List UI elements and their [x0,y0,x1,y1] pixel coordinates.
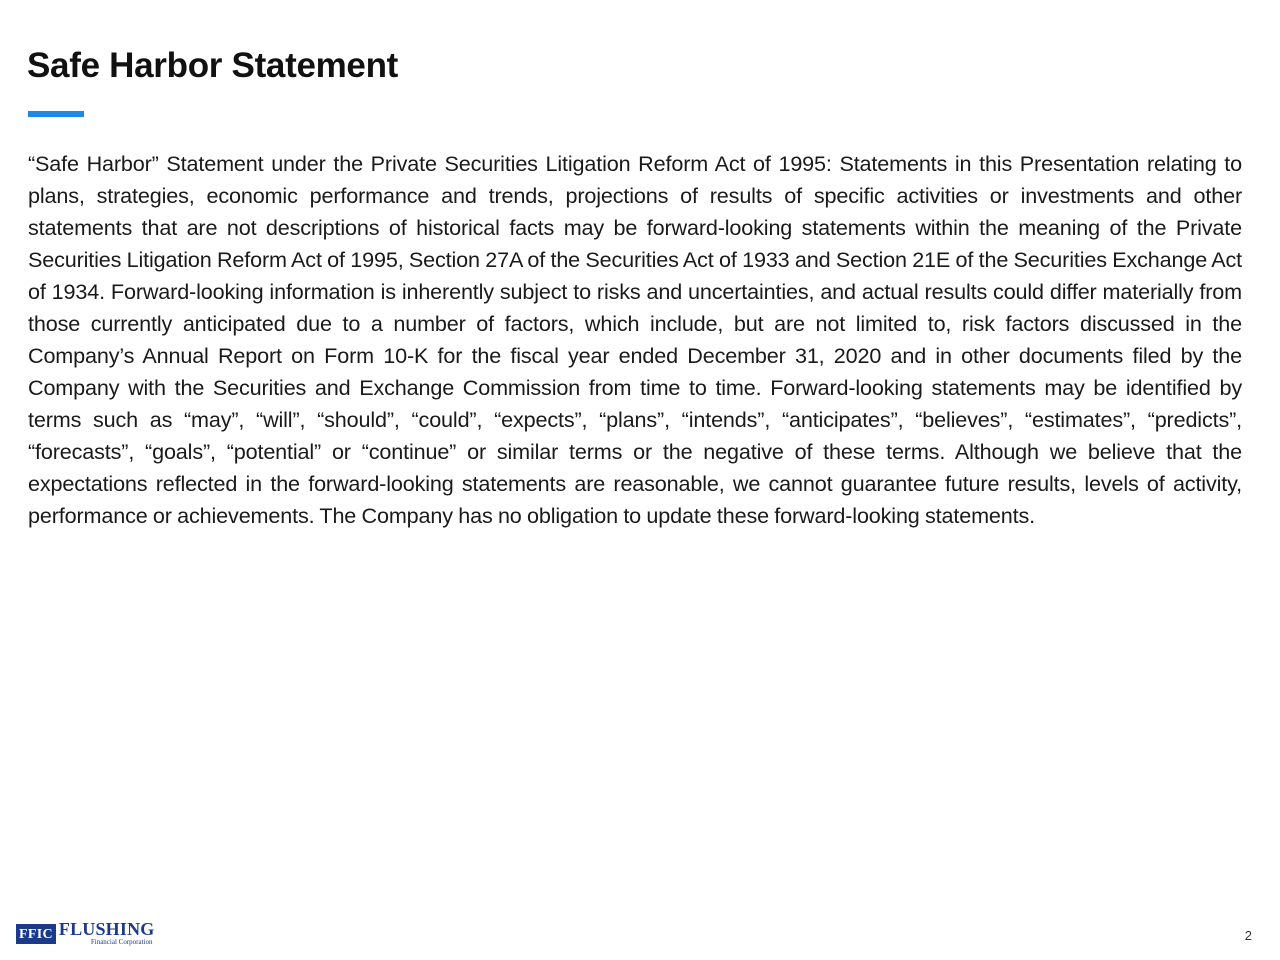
safe-harbor-body: “Safe Harbor” Statement under the Private Securities Litigation Reform Act of 1995: Statements in this Presentation relating to plans, strategies, economic performance and trends, projections of results of specific activities or investments and other statements that are not descriptions of historical facts may be forward-looking statements within the meaning of the Private Securities Litigation Reform Act of 1995, Section 27A of the Securities Act of 1933 and Section 21E of the Securities Exchange Act of 1934. Forward-looking information is inherently subject to risks and uncertainties, and actual results could differ materially from those currently anticipated due to a number of factors, which include, but are not limited to, risk factors discussed in the Company’s Annual Report on Form 10-K for the fiscal year ended December 31, 2020 and in other documents filed by the Company with the Securities and Exchange Commission from time to time. Forward-looking statements may be identified by terms such as “may”, “will”, “should”, “could”, “expects”, “plans”, “intends”, “anticipates”, “believes”, “estimates”, “predicts”, “forecasts”, “goals”, “potential” or “continue” or similar terms or the negative of these terms. Although we believe that the expectations reflected in the forward-looking statements are reasonable, we cannot guarantee future results, levels of activity, performance or achievements. The Company has no obligation to update these forward-looking statements. [28,151,1242,528]
company-logo [16,920,155,946]
page-number: 2 [1244,928,1252,943]
logo-wordmark [59,920,155,946]
logo-name: FLUSHING [58,919,155,939]
logo-subtitle: Financial Corporation [90,938,153,946]
title-accent-bar [28,111,84,117]
slide-title: Safe Harbor Statement [27,46,399,85]
logo-ticker-box: FFIC [16,924,56,944]
